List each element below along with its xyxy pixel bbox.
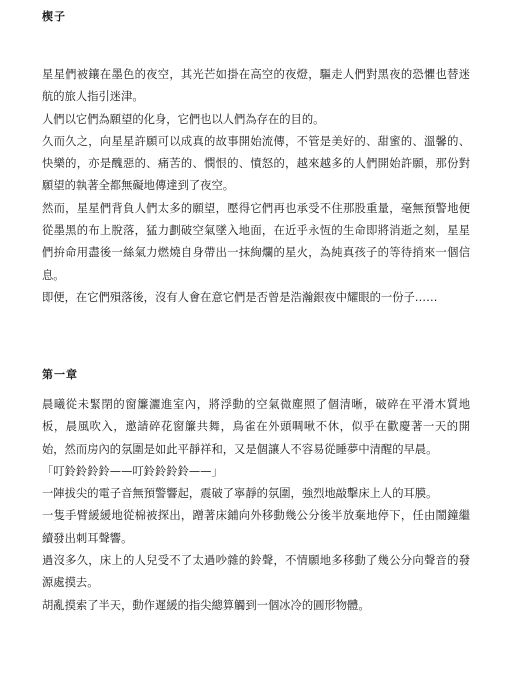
paragraph: 一陣拔尖的電子音無預警響起，震破了寧靜的氛圍，強烈地敲擊床上人的耳膜。: [42, 487, 438, 501]
chapter-title: 第一章: [42, 368, 78, 381]
paragraph: 人們以它們為願望的化身，它們也以人們為存在的目的。: [42, 112, 325, 126]
paragraph: 即便，在它們殞落後，沒有人會在意它們是否曾是浩瀚銀夜中耀眼的一份子……: [42, 290, 438, 304]
paragraph: 過沒多久，床上的人兒受不了太過吵雜的鈴聲，不情願地多移動了幾公分向聲音的發源處摸去。: [42, 554, 470, 590]
chapter-body: [42, 394, 470, 617]
prologue-title: 楔子: [42, 10, 66, 23]
paragraph: 星星們被鑲在墨色的夜空，其光芒如掛在高空的夜燈，驅走人們對黑夜的恐懼也替迷航的旅人指引迷津。: [42, 68, 470, 104]
paragraph: 晨曦從未緊閉的窗簾灑進室內，將浮動的空氣微塵照了個清晰，破碎在平滑木質地板，晨風吹入，邀請碎花窗簾共舞，鳥雀在外頭啁啾不休，似乎在歡慶著一天的開始，然而房內的氛圍是如此平靜祥和，又是個讓人不容易從睡夢中清醒的早晨。: [42, 398, 470, 456]
prologue-body: [42, 64, 470, 309]
paragraph: 久而久之，向星星許願可以成真的故事開始流傳，不管是美好的、甜蜜的、溫馨的、快樂的，亦是醜惡的、痛苦的、憫恨的、憤怒的，越來越多的人們開始許願，那份對願望的執著全都無礙地傳達到了夜空。: [42, 134, 470, 193]
paragraph: 胡亂摸索了半天，動作遲緩的指尖總算觸到一個冰冷的圓形物體。: [42, 598, 370, 612]
paragraph: 然而，星星們背負人們太多的願望，壓得它們再也承受不住那股重量，毫無預警地便從墨黑的布上脫落，猛力劃破空氣墜入地面，在近乎永恆的生命即將消逝之刻，星星們拚命用盡後一絲氣力燃燒自身帶出一抹絢爛的星火，為純真孩子的等待捎來一個信息。: [42, 201, 470, 282]
paragraph: 「叮鈴鈴鈴鈴——叮鈴鈴鈴鈴——」: [42, 464, 223, 478]
paragraph: 一隻手臂緩緩地從棉被探出，蹭著床鋪向外移動幾公分後半放棄地停下，任由鬧鐘繼續發出刺耳聲響。: [42, 509, 470, 545]
